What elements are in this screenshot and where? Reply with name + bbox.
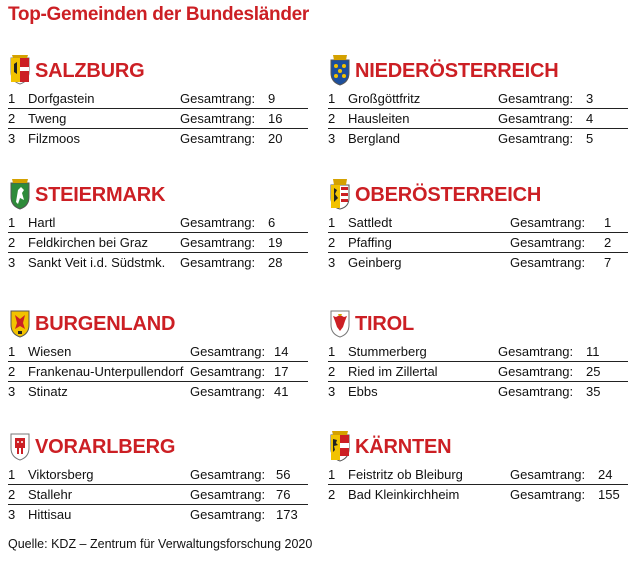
ranking-row (328, 253, 628, 272)
municipality-name: Sankt Veit i.d. Südstmk. (28, 255, 166, 270)
rank-number: 1 (328, 344, 336, 359)
ranking-row (8, 505, 308, 524)
municipality-name: Pfaffing (348, 235, 392, 250)
tirol-coat-of-arms-icon (328, 307, 352, 339)
ranking-row (8, 465, 308, 485)
rank-label: Gesamtrang: (510, 215, 586, 230)
municipality-name: Bad Kleinkirchheim (348, 487, 460, 502)
rank-number: 2 (8, 235, 16, 250)
rank-label: Gesamtrang: (498, 91, 574, 106)
overall-rank-value: 2 (604, 235, 612, 250)
rank-label: Gesamtrang: (498, 131, 574, 146)
ranking-row (328, 342, 628, 362)
ranking-row (328, 89, 628, 109)
rank-number: 2 (328, 364, 336, 379)
ranking-row (328, 382, 628, 401)
rank-number: 2 (8, 111, 16, 126)
rank-number: 1 (8, 344, 16, 359)
municipality-name: Feldkirchen bei Graz (28, 235, 148, 250)
municipality-name: Hittisau (28, 507, 72, 522)
ranking-row (328, 485, 628, 504)
rank-number: 1 (8, 467, 16, 482)
burgenland-coat-of-arms-icon (8, 307, 32, 339)
ranking-row (328, 109, 628, 129)
overall-rank-value: 9 (268, 91, 276, 106)
ranking-list (8, 465, 308, 524)
overall-rank-value: 173 (276, 507, 298, 522)
overall-rank-value: 20 (268, 131, 283, 146)
rank-label: Gesamtrang: (190, 467, 266, 482)
state-block-salzburg (8, 54, 308, 148)
municipality-name: Stummerberg (348, 344, 427, 359)
rank-label: Gesamtrang: (190, 487, 266, 502)
municipality-name: Wiesen (28, 344, 72, 359)
rank-number: 1 (328, 91, 336, 106)
rank-label: Gesamtrang: (180, 91, 256, 106)
rank-label: Gesamtrang: (510, 235, 586, 250)
rank-number: 2 (328, 487, 336, 502)
overall-rank-value: 16 (268, 111, 283, 126)
rank-number: 1 (8, 215, 16, 230)
state-block-kaernten (328, 430, 628, 504)
ranking-list (328, 89, 628, 148)
rank-number: 3 (8, 507, 16, 522)
municipality-name: Ried im Zillertal (348, 364, 438, 379)
ranking-row (8, 382, 308, 401)
rank-number: 3 (328, 384, 336, 399)
rank-label: Gesamtrang: (498, 384, 574, 399)
ranking-row (8, 213, 308, 233)
state-block-niederoesterreich (328, 54, 628, 148)
ranking-list (328, 465, 628, 504)
salzburg-coat-of-arms-icon (8, 54, 32, 86)
ranking-list (328, 342, 628, 401)
rank-label: Gesamtrang: (180, 255, 256, 270)
ranking-list (8, 89, 308, 148)
rank-number: 3 (8, 384, 16, 399)
niederoesterreich-coat-of-arms-icon (328, 54, 352, 86)
ranking-row (8, 342, 308, 362)
overall-rank-value: 6 (268, 215, 276, 230)
overall-rank-value: 56 (276, 467, 291, 482)
ranking-row (8, 253, 308, 272)
overall-rank-value: 3 (586, 91, 594, 106)
rank-label: Gesamtrang: (190, 364, 266, 379)
ranking-row (328, 129, 628, 148)
rank-number: 2 (328, 111, 336, 126)
state-name: BURGENLAND (35, 313, 176, 335)
overall-rank-value: 24 (598, 467, 613, 482)
overall-rank-value: 14 (274, 344, 289, 359)
state-name: TIROL (355, 313, 414, 335)
rank-label: Gesamtrang: (510, 255, 586, 270)
rank-label: Gesamtrang: (498, 344, 574, 359)
overall-rank-value: 17 (274, 364, 289, 379)
rank-label: Gesamtrang: (180, 131, 256, 146)
municipality-name: Stallehr (28, 487, 73, 502)
municipality-name: Hausleiten (348, 111, 410, 126)
municipality-name: Dorfgastein (28, 91, 95, 106)
ranking-list (328, 213, 628, 272)
state-name: KÄRNTEN (355, 436, 452, 458)
kaernten-coat-of-arms-icon (328, 430, 352, 462)
state-block-steiermark (8, 178, 308, 272)
rank-number: 3 (8, 255, 16, 270)
vorarlberg-coat-of-arms-icon (8, 430, 32, 462)
rank-label: Gesamtrang: (190, 344, 266, 359)
ranking-row (328, 362, 628, 382)
rank-number: 1 (328, 215, 336, 230)
overall-rank-value: 41 (274, 384, 289, 399)
rank-number: 1 (8, 91, 16, 106)
ranking-row (8, 485, 308, 505)
municipality-name: Hartl (28, 215, 56, 230)
rank-label: Gesamtrang: (190, 384, 266, 399)
rank-number: 3 (328, 131, 336, 146)
municipality-name: Viktorsberg (28, 467, 94, 482)
ranking-list (8, 213, 308, 272)
state-name: OBERÖSTERREICH (355, 184, 542, 206)
municipality-name: Geinberg (348, 255, 402, 270)
ranking-row (328, 233, 628, 253)
municipality-name: Stinatz (28, 384, 68, 399)
state-name: NIEDERÖSTERREICH (355, 60, 559, 82)
overall-rank-value: 7 (604, 255, 612, 270)
municipality-name: Tweng (28, 111, 67, 126)
state-name: STEIERMARK (35, 184, 166, 206)
ranking-row (8, 129, 308, 148)
municipality-name: Feistritz ob Bleiburg (348, 467, 463, 482)
steiermark-coat-of-arms-icon (8, 178, 32, 210)
rank-number: 3 (328, 255, 336, 270)
municipality-name: Ebbs (348, 384, 378, 399)
rank-number: 2 (8, 364, 16, 379)
ranking-row (8, 109, 308, 129)
rank-label: Gesamtrang: (180, 235, 256, 250)
overall-rank-value: 5 (586, 131, 594, 146)
rank-label: Gesamtrang: (498, 111, 574, 126)
state-name: VORARLBERG (35, 436, 176, 458)
municipality-name: Großgöttfritz (348, 91, 421, 106)
overall-rank-value: 19 (268, 235, 283, 250)
rank-number: 2 (8, 487, 16, 502)
rank-label: Gesamtrang: (190, 507, 266, 522)
overall-rank-value: 1 (604, 215, 612, 230)
ranking-row (8, 89, 308, 109)
ranking-row (328, 213, 628, 233)
rank-label: Gesamtrang: (498, 364, 574, 379)
municipality-name: Filzmoos (28, 131, 81, 146)
municipality-name: Sattledt (348, 215, 393, 230)
rank-label: Gesamtrang: (510, 467, 586, 482)
overall-rank-value: 11 (586, 344, 600, 359)
rank-number: 1 (328, 467, 336, 482)
ranking-list (8, 342, 308, 401)
rank-label: Gesamtrang: (180, 215, 256, 230)
overall-rank-value: 35 (586, 384, 601, 399)
municipality-name: Frankenau-Unterpullendorf (28, 364, 184, 379)
state-block-oberoesterreich (328, 178, 628, 272)
rank-number: 3 (8, 131, 16, 146)
rank-label: Gesamtrang: (180, 111, 256, 126)
overall-rank-value: 25 (586, 364, 601, 379)
overall-rank-value: 4 (586, 111, 594, 126)
overall-rank-value: 155 (598, 487, 620, 502)
overall-rank-value: 76 (276, 487, 291, 502)
state-block-burgenland (8, 307, 308, 401)
rank-label: Gesamtrang: (510, 487, 586, 502)
ranking-row (8, 233, 308, 253)
state-block-tirol (328, 307, 628, 401)
oberoesterreich-coat-of-arms-icon (328, 178, 352, 210)
ranking-row (328, 465, 628, 485)
overall-rank-value: 28 (268, 255, 283, 270)
rank-number: 2 (328, 235, 336, 250)
source-note: Quelle: KDZ – Zentrum für Verwaltungsforschung 2020 (8, 537, 313, 551)
state-name: SALZBURG (35, 60, 145, 82)
state-block-vorarlberg (8, 430, 308, 524)
municipality-name: Bergland (348, 131, 401, 146)
ranking-row (8, 362, 308, 382)
page-title: Top-Gemeinden der Bundesländer (8, 4, 310, 25)
